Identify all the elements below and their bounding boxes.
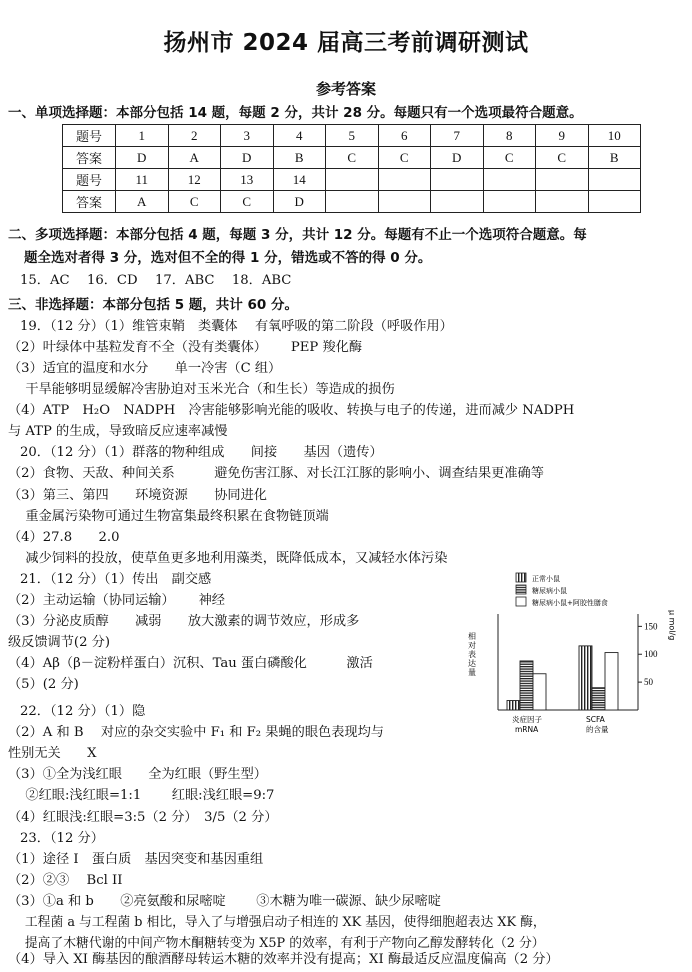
- y-tick-label: 100: [644, 649, 658, 660]
- table-cell: [588, 191, 641, 213]
- answer-line: （4）红眼浅:红眼=3:5（2 分） 3/5（2 分）: [8, 810, 278, 825]
- table-cell: [536, 191, 589, 213]
- page-subtitle: 参考答案: [315, 80, 376, 98]
- table-cell: D: [221, 147, 274, 169]
- section2-heading: 二、多项选择题：本部分包括 4 题，每题 3 分，共计 12 分。每题有不止一个选项符合题意。每: [8, 227, 587, 243]
- legend-label: 正常小鼠: [532, 575, 560, 583]
- table-row: [63, 147, 641, 169]
- x-tick-label: 的含量: [586, 725, 609, 734]
- bar: [533, 674, 546, 710]
- table-cell: [431, 169, 484, 191]
- table-cell: [431, 191, 484, 213]
- bar: [520, 661, 533, 710]
- table-cell: [483, 191, 536, 213]
- legend-swatch: [516, 585, 526, 594]
- answer-line: （4）导入 XI 酶基因的酿酒酵母转运木糖的效率并没有提高；XI 酶最适反应温度偏高（2 分）: [8, 952, 559, 967]
- section2-heading-cont: 题全选对者得 3 分，选对但不全的得 1 分，错选或不答的得 0 分。: [24, 250, 432, 266]
- table-cell: A: [116, 191, 169, 213]
- table-cell: C: [221, 191, 274, 213]
- answer-line: （3）适宜的温度和水分 单一冷害（C 组）: [8, 361, 282, 376]
- answer-line: （2）A 和 B 对应的杂交实验中 F₁ 和 F₂ 果蝇的眼色表现均与: [8, 725, 384, 740]
- table-cell: [378, 191, 431, 213]
- answer-line: （2）食物、天敌、种间关系 避免伤害江豚、对长江江豚的影响小、调查结果更准确等: [8, 466, 544, 481]
- answer-line: 提高了木糖代谢的中间产物木酮糖转变为 X5P 的效率，有利于产物向乙醇发酵转化（2 分）: [8, 936, 545, 951]
- table-cell: 7: [431, 125, 484, 147]
- table-cell: 1: [116, 125, 169, 147]
- answer-line: （4）ATP H₂O NADPH 冷害能够影响光能的吸收、转换与电子的传递，进而减少 NADPH: [8, 403, 575, 418]
- table-cell: 14: [273, 169, 326, 191]
- table-cell: 题号: [63, 169, 116, 191]
- answer-line: 减少饲料的投放，使草鱼更多地利用藻类，既降低成本，又减轻水体污染: [8, 551, 448, 566]
- x-tick-label: 炎症因子: [512, 715, 542, 724]
- table-cell: [326, 169, 379, 191]
- answer-line: 性别无关 X: [8, 746, 97, 761]
- bar-chart: [458, 570, 680, 740]
- bar: [507, 701, 520, 710]
- legend-swatch: [516, 573, 526, 582]
- answer-line: 22．（12 分）（1）隐: [20, 704, 146, 719]
- bar: [579, 646, 592, 710]
- x-tick-label: mRNA: [515, 725, 539, 734]
- y-axis-label-right: μ mol/g: [667, 610, 677, 641]
- table-cell: 3: [221, 125, 274, 147]
- legend-swatch: [516, 597, 526, 606]
- table-cell: 10: [588, 125, 641, 147]
- x-tick-label: SCFA: [586, 715, 605, 724]
- table-cell: 答案: [63, 147, 116, 169]
- answer-line: 19．（12 分）（1）维管束鞘 类囊体 有氧呼吸的第二阶段（呼吸作用）: [20, 319, 453, 334]
- answer-line: 干旱能够明显缓解冷害胁迫对玉米光合（和生长）等造成的损伤: [8, 382, 395, 397]
- answer-line: （3）①全为浅红眼 全为红眼（野生型）: [8, 767, 267, 782]
- table-cell: C: [378, 147, 431, 169]
- table-cell: B: [273, 147, 326, 169]
- page-title: 扬州市 2024 届高三考前调研测试: [163, 30, 529, 56]
- answer-line: （1）途径 I 蛋白质 基因突变和基因重组: [8, 852, 264, 867]
- answer-table: [62, 124, 641, 213]
- answer-line: （2）叶绿体中基粒发育不全（没有类囊体） PEP 羧化酶: [8, 340, 363, 355]
- table-cell: 9: [536, 125, 589, 147]
- table-cell: 11: [116, 169, 169, 191]
- table-cell: 8: [483, 125, 536, 147]
- y-tick-label: 150: [644, 621, 658, 632]
- answer-line: （4）27.8 2.0: [8, 530, 120, 545]
- table-cell: [588, 169, 641, 191]
- y-axis-label-left: 相对表达量: [467, 632, 477, 677]
- table-cell: D: [431, 147, 484, 169]
- answer-line: （2）②③ Bcl II: [8, 873, 123, 888]
- table-cell: D: [273, 191, 326, 213]
- answer-line: 20．（12 分）（1）群落的物种组成 间接 基因（遗传）: [20, 445, 383, 460]
- answer-line: （4）Aβ（β－淀粉样蛋白）沉积、Tau 蛋白磷酸化 激活: [8, 656, 373, 671]
- table-cell: [536, 169, 589, 191]
- answer-line: 重金属污染物可通过生物富集最终积累在食物链顶端: [8, 509, 329, 524]
- answer-line: 21．（12 分）（1）传出 副交感: [20, 572, 212, 587]
- answer-line: （5）(2 分): [8, 677, 79, 692]
- table-cell: [326, 191, 379, 213]
- table-cell: [483, 169, 536, 191]
- table-row: [63, 191, 641, 213]
- answer-line: 工程菌 a 与工程菌 b 相比，导入了与增强启动子相连的 XK 基因，使得细胞超表达 XK 酶，: [8, 915, 546, 930]
- table-cell: 4: [273, 125, 326, 147]
- table-cell: 2: [168, 125, 221, 147]
- answer-line: 级反馈调节(2 分): [8, 635, 110, 650]
- table-row: [63, 125, 641, 147]
- answer-line: （3）分泌皮质醇 减弱 放大激素的调节效应，形成多: [8, 614, 360, 629]
- table-cell: D: [116, 147, 169, 169]
- table-cell: C: [536, 147, 589, 169]
- bar: [592, 688, 605, 710]
- answer-line: （3）①a 和 b ②亮氨酸和尿嘧啶 ③木糖为唯一碳源、缺少尿嘧啶: [8, 894, 441, 909]
- table-cell: 答案: [63, 191, 116, 213]
- legend-label: 糖尿病小鼠+阿胶性膳食: [532, 599, 608, 607]
- table-row: [63, 169, 641, 191]
- answer-line: （2）主动运输（协同运输） 神经: [8, 593, 225, 608]
- table-cell: 5: [326, 125, 379, 147]
- table-cell: 题号: [63, 125, 116, 147]
- table-cell: C: [326, 147, 379, 169]
- table-cell: 6: [378, 125, 431, 147]
- mc-answers: 15．AC 16．CD 17．ABC 18．ABC: [20, 273, 292, 288]
- table-cell: C: [483, 147, 536, 169]
- section1-heading: 一、单项选择题：本部分包括 14 题，每题 2 分，共计 28 分。每题只有一个选项最符合题意。: [8, 105, 583, 121]
- table-cell: 13: [221, 169, 274, 191]
- answer-line: （3）第三、第四 环境资源 协同进化: [8, 488, 267, 503]
- table-cell: 12: [168, 169, 221, 191]
- table-cell: [378, 169, 431, 191]
- answer-line: 与 ATP 的生成，导致暗反应速率减慢: [8, 424, 228, 439]
- table-cell: C: [168, 191, 221, 213]
- answer-line: 23．（12 分）: [20, 831, 104, 846]
- table-cell: B: [588, 147, 641, 169]
- table-cell: A: [168, 147, 221, 169]
- answer-line: ②红眼:浅红眼=1:1 红眼:浅红眼=9:7: [8, 788, 275, 803]
- legend-label: 糖尿病小鼠: [532, 587, 567, 595]
- bar: [605, 653, 618, 710]
- section3-heading: 三、非选择题：本部分包括 5 题，共计 60 分。: [8, 297, 298, 313]
- y-tick-label: 50: [644, 677, 653, 688]
